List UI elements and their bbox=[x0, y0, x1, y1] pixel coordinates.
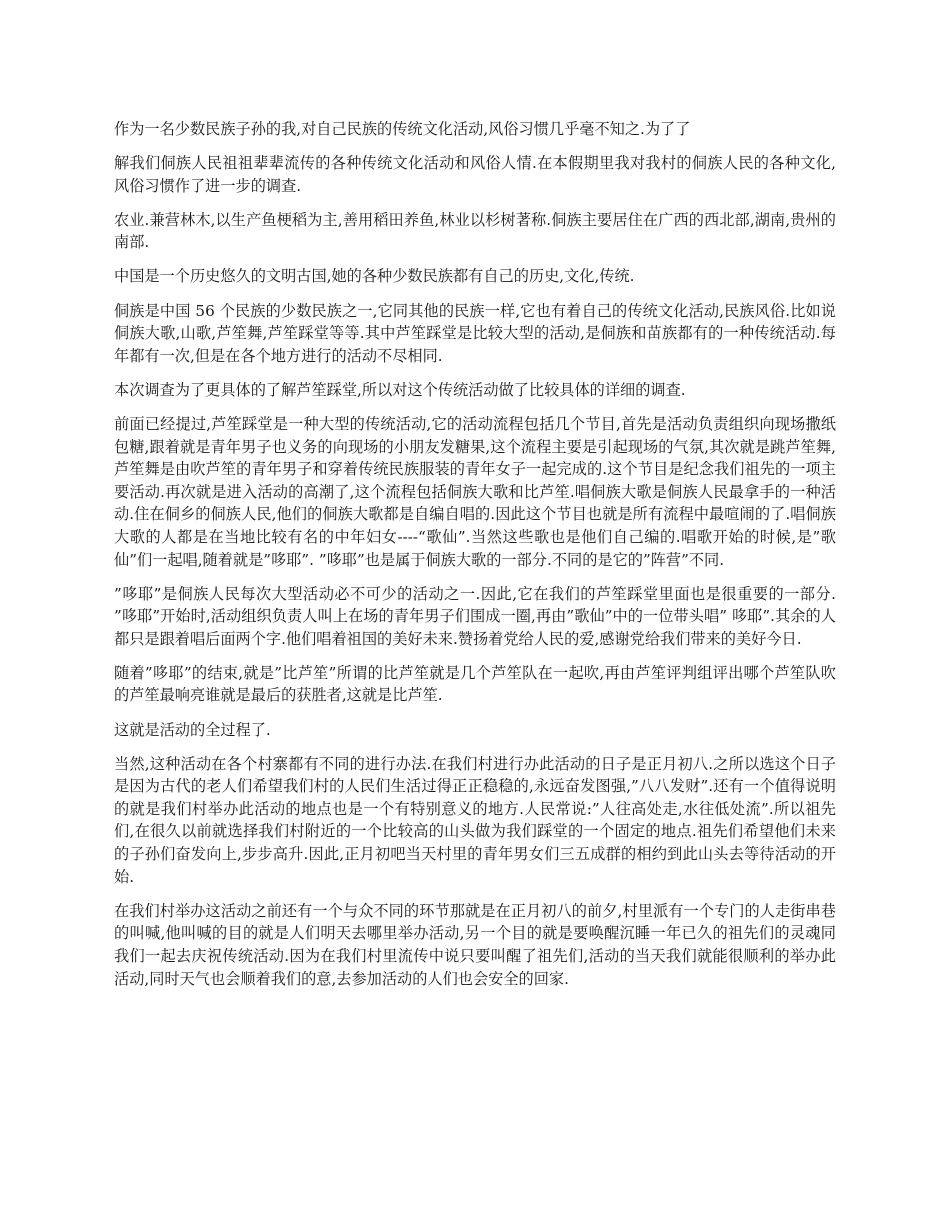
paragraph-9: 随着”哆耶”的结束,就是”比芦笙”所谓的比芦笙就是几个芦笙队在一起吹,再由芦笙评判组评出哪个芦笙队吹的芦笙最响亮谁就是最后的获胜者,这就是比芦笙. bbox=[114, 663, 836, 705]
paragraph-5: 侗族是中国 56 个民族的少数民族之一,它同其他的民族一样,它也有着自己的传统文化活动,民族风俗.比如说侗族大歌,山歌,芦笙舞,芦笙踩堂等等.其中芦笙踩堂是比较大型的活动,是侗族和苗族都有的一种传统活动.每年都有一次,但是在各个地方进行的活动不尽相同. bbox=[114, 301, 836, 365]
paragraph-12: 在我们村举办这活动之前还有一个与众不同的环节那就是在正月初八的前夕,村里派有一个专门的人走街串巷的叫喊,他叫喊的目的就是人们明天去哪里举办活动,另一个目的就是要唤醒沉睡一年已久的祖先们的灵魂同我们一起去庆祝传统活动.因为在我们村里流传中说只要叫醒了祖先们,活动的当天我们就能很顺利的举办此活动,同时天气也会顺着我们的意,去参加活动的人们也会安全的回家. bbox=[114, 901, 836, 988]
paragraph-10: 这就是活动的全过程了. bbox=[114, 720, 271, 739]
paragraph-1: 作为一名少数民族子孙的我,对自己民族的传统文化活动,风俗习惯几乎毫不知之.为了了 bbox=[114, 120, 691, 138]
paragraph-6: 本次调查为了更具体的了解芦笙踩堂,所以对这个传统活动做了比较具体的详细的调查. bbox=[114, 380, 686, 399]
paragraph-2: 解我们侗族人民祖祖辈辈流传的各种传统文化活动和风俗人情.在本假期里我对我村的侗族人民的各种文化,风俗习惯作了进一步的调查. bbox=[114, 154, 836, 195]
document-body bbox=[114, 118, 836, 1002]
paragraph-8: ”哆耶”是侗族人民每次大型活动必不可少的活动之一.因此,它在我们的芦笙踩堂里面也是很重要的一部分. ”哆耶”开始时,活动组织负责人叫上在场的青年男子们围成一圈,再由”歌仙”中的一位带头唱” 哆耶”.其余的人都只是跟着唱后面两个字.他们唱着祖国的美好未来.赞扬着党给人民的爱,感谢党给我们带来的美好今日. bbox=[114, 584, 836, 648]
paragraph-11: 当然,这种活动在各个村寨都有不同的进行办法.在我们村进行办此活动的日子是正月初八.之所以选这个日子是因为古代的老人们希望我们村的人民们生活过得正正稳稳的,永远奋发图强,”八八发财”.还有一个值得说明的就是我们村举办此活动的地点也是一个有特别意义的地方.人民常说:”人往高处走,水往低处流”.所以祖先们,在很久以前就选择我们村附近的一个比较高的山头做为我们踩堂的一个固定的地点.祖先们希望他们未来的子孙们奋发向上,步步高升.因此,正月初吧当天村里的青年男女们三五成群的相约到此山头去等待活动的开始. bbox=[114, 754, 836, 886]
paragraph-3: 农业.兼营林木,以生产鱼梗稻为主,善用稻田养鱼,林业以杉树著称.侗族主要居住在广西的西北部,湖南,贵州的南部. bbox=[114, 210, 836, 252]
paragraph-7: 前面已经提过,芦笙踩堂是一种大型的传统活动,它的活动流程包括几个节目,首先是活动负责组织向现场撒纸包糖,跟着就是青年男子也义务的向现场的小朋友发糖果,这个流程主要是引起现场的气氛,其次就是跳芦笙舞,芦笙舞是由吹芦笙的青年男子和穿着传统民族服装的青年女子一起完成的.这个节目是纪念我们祖先的一项主要活动.再次就是进入活动的高潮了,这个流程包括侗族大歌和比芦笙.唱侗族大歌是侗族人民最拿手的一种活动.住在侗乡的侗族人民,他们的侗族大歌都是自编自唱的.因此这个节目也就是所有流程中最喧闹的了.唱侗族大歌的人都是在当地比较有名的中年妇女----“歌仙”.当然这些歌也是他们自己编的.唱歌开始的时候,是”歌仙”们一起唱,随着就是”哆耶”. ”哆耶”也是属于侗族大歌的一部分.不同的是它的”阵营”不同. bbox=[114, 414, 836, 569]
paragraph-4: 中国是一个历史悠久的文明古国,她的各种少数民族都有自己的历史,文化,传统. bbox=[114, 267, 635, 286]
